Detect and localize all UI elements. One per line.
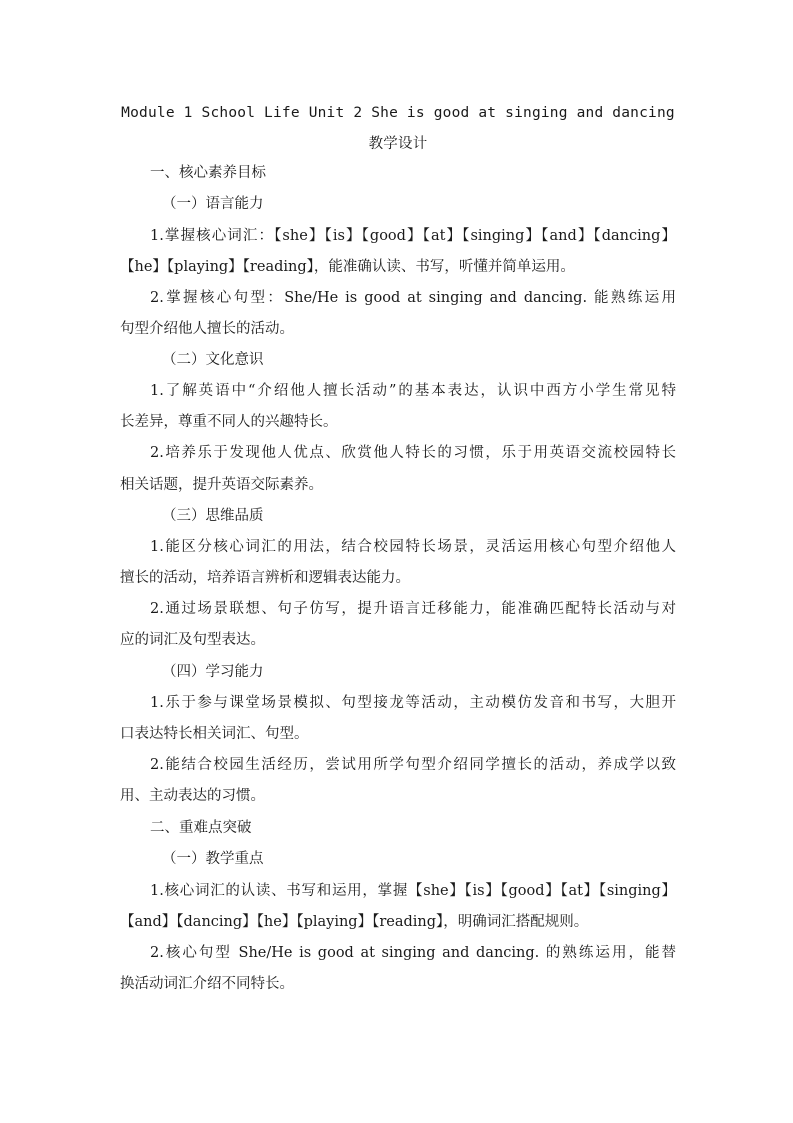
paragraph-line: 句型介绍他人擅长的活动。 (120, 321, 294, 337)
paragraph-line: 应的词汇及句型表达。 (120, 632, 265, 648)
paragraph-line: 2.能结合校园生活经历，尝试用所学句型介绍同学擅长的活动，养成学以致 (150, 757, 676, 773)
paragraph-line: 2.通过场景联想、句子仿写，提升语言迁移能力，能准确匹配特长活动与对 (150, 601, 676, 617)
subheading-teaching-focus: （一）教学重点 (162, 851, 264, 867)
paragraph-line: 相关话题，提升英语交际素养。 (120, 477, 323, 493)
heading-key-points: 二、重难点突破 (150, 820, 252, 836)
paragraph-line: 【he】【playing】【reading】，能准确认读、书写，听懂并简单运用。 (120, 259, 575, 275)
paragraph-line: 擅长的活动，培养语言辨析和逻辑表达能力。 (120, 570, 410, 586)
paragraph-line: 口表达特长相关词汇、句型。 (120, 726, 309, 742)
paragraph-line: 1.了解英语中“介绍他人擅长活动”的基本表达，认识中西方小学生常见特 (150, 383, 676, 399)
subheading-culture: （二）文化意识 (162, 352, 264, 368)
subheading-learning: （四）学习能力 (162, 664, 264, 680)
paragraph-line: 换活动词汇介绍不同特长。 (120, 976, 294, 992)
subheading-language: （一）语言能力 (162, 196, 264, 212)
paragraph-line: 1.掌握核心词汇：【she】【is】【good】【at】【singing】【and】【dancing】 (150, 228, 676, 244)
paragraph-line: 2.掌握核心句型：She/He is good at singing and dancing. 能熟练运用 (150, 290, 676, 306)
paragraph-line: 2.培养乐于发现他人优点、欣赏他人特长的习惯，乐于用英语交流校园特长 (150, 445, 676, 461)
paragraph-line: 2.核心句型 She/He is good at singing and dancing. 的熟练运用，能替 (150, 945, 676, 961)
paragraph-line: 【and】【dancing】【he】【playing】【reading】，明确词汇搭配规则。 (120, 914, 589, 930)
paragraph-line: 1.核心词汇的认读、书写和运用，掌握【she】【is】【good】【at】【singing】 (150, 883, 676, 899)
paragraph-line: 用、主动表达的习惯。 (120, 788, 265, 804)
paragraph-line: 1.能区分核心词汇的用法，结合校园特长场景，灵活运用核心句型介绍他人 (150, 539, 676, 555)
paragraph-line: 长差异，尊重不同人的兴趣特长。 (120, 414, 338, 430)
heading-core-goals: 一、核心素养目标 (150, 165, 266, 181)
document-title: Module 1 School Life Unit 2 She is good at singing and dancing 教学设计 (121, 105, 675, 152)
paragraph-line: 1.乐于参与课堂场景模拟、句型接龙等活动，主动模仿发音和书写，大胆开 (150, 695, 676, 711)
subheading-thinking: （三）思维品质 (162, 508, 264, 524)
